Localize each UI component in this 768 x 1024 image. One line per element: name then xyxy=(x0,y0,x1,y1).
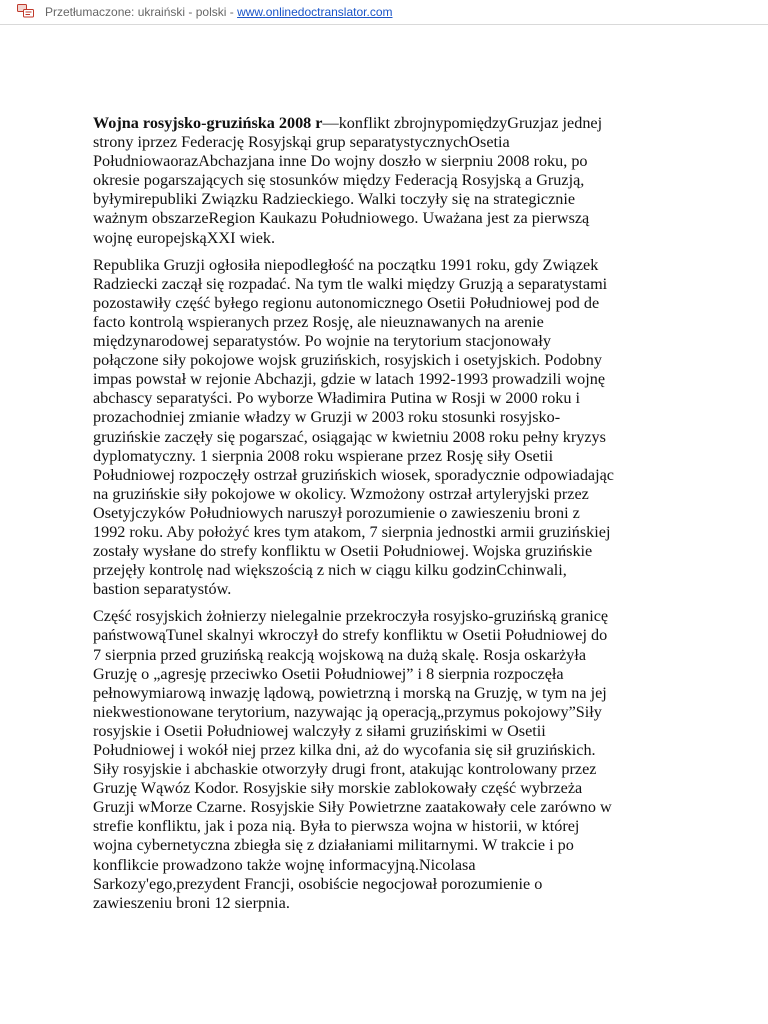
translator-banner xyxy=(0,0,768,25)
translator-notice xyxy=(45,5,393,19)
article-title: Wojna rosyjsko-gruzińska 2008 r xyxy=(93,114,323,132)
paragraph-3: Część rosyjskich żołnierzy nielegalnie przekroczyła rosyjsko-gruzińską granicę państwowąTunel skalnyi wkroczył do strefy konfliktu w Osetii Południowej do 7 sierpnia przed gruzińską reakcją wojskową na dużą skalę. Rosja oskarżyła Gruzję o „agresję przeciwko Osetii Południowej” i 8 sierpnia rozpoczęła pełnowymiarową inwazję lądową, powietrzną i morską na Gruzję, w tym na jej niekwestionowane terytorium, nazywając ją operacją„przymus pokojowy”Siły rosyjskie i Osetii Południowej walczyły z siłami gruzińskimi w Osetii Południowej i wokół niej przez kilka dni, aż do wycofania się sił gruzińskich. Siły rosyjskie i abchaskie otworzyły drugi front, atakując kontrolowany przez Gruzję Wąwóz Kodor. Rosyjskie siły morskie zablokowały część wybrzeża Gruzji wMorze Czarne. Rosyjskie Siły Powietrzne zaatakowały cele zarówno w strefie konfliktu, jak i poza nią. Była to pierwsza wojna w historii, w której wojna cybernetyczna zbiegła się z działaniami militarnymi. W trakcie i po konflikcie prowadzono także wojnę informacyjną.Nicolasa Sarkozy'ego,prezydent Francji, osobiście negocjował porozumienie o zawieszeniu broni 12 sierpnia. xyxy=(93,607,612,912)
paragraph-2: Republika Gruzji ogłosiła niepodległość na początku 1991 roku, gdy Związek Radziecki zaczął się rozpadać. Na tym tle walki między Gruzją a separatystami pozostawiły część byłego regionu autonomicznego Osetii Południowej pod de facto kontrolą wspieranych przez Rosję, ale nieuznawanych na arenie międzynarodowej separatystów. Po wojnie na terytorium stacjonowały połączone siły pokojowe wojsk gruzińskich, rosyjskich i osetyjskich. Podobny impas powstał w rejonie Abchazji, gdzie w latach 1992-1993 prowadzili wojnę abchascy separatyści. Po wyborze Władimira Putina w Rosji w 2000 roku i prozachodniej zmianie władzy w Gruzji w 2003 roku stosunki rosyjsko- gruzińskie zaczęły się pogarszać, osiągając w kwietniu 2008 roku pełny kryzys dyplomatyczny. 1 sierpnia 2008 roku wspierane przez Rosję siły Osetii Południowej rozpoczęły ostrzał gruzińskich wiosek, sporadycznie odpowiadając na gruzińskie siły pokojowe w okolicy. Wzmożony ostrzał artyleryjski przez Osetyjczyków Południowych naruszył porozumienie o zawieszeniu broni z 1992 roku. Aby położyć kres tym atakom, 7 sierpnia jednostki armii gruzińskiej zostały wysłane do strefy konfliktu w Osetii Południowej. Wojska gruzińskie przejęły kontrolę nad większością z nich w ciągu kilku godzinCchinwali, bastion separatystów. xyxy=(93,255,614,599)
document-body xyxy=(93,114,683,921)
translator-prefix: Przetłumaczone: ukraiński - polski - xyxy=(45,5,238,19)
paragraph-1 xyxy=(93,114,683,248)
translator-link[interactable]: www.onlinedoctranslator.com xyxy=(237,5,393,19)
translate-icon xyxy=(17,4,34,18)
paragraph-1-text: —konflikt zbrojnypomiędzyGruzjaz jednej strony iprzez Federację Rosyjskąi grup separatystycznychOsetia PołudniowaorazAbchazjana inne Do wojny doszło w sierpniu 2008 roku, po okresie pogarszających się stosunków między Federacją Rosyjską a Gruzją, byłymirepubliki Związku Radzieckiego. Walki toczyły się na strategicznie ważnym obszarzeRegion Kaukazu Południowego. Uważana jest za pierwszą wojnę europejskąXXI wiek. xyxy=(93,114,603,247)
